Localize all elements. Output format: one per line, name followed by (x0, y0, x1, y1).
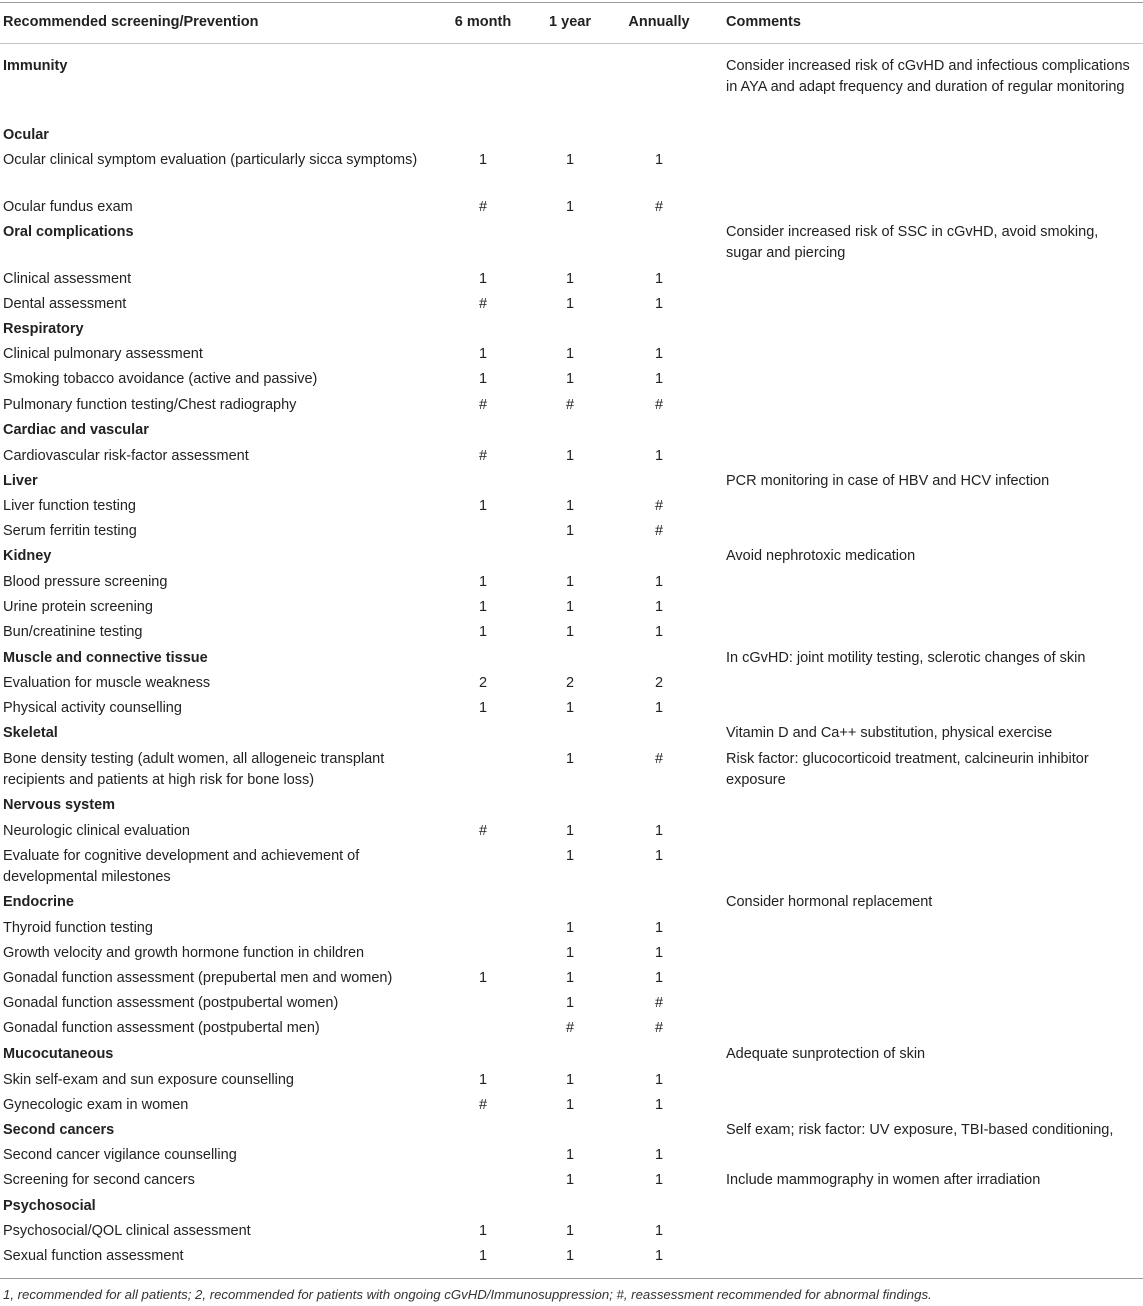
row-6-month-value: # (478, 823, 488, 839)
row-item-label: Blood pressure screening (3, 574, 168, 590)
row-6-month-value: 1 (478, 346, 488, 362)
header-1-year: 1 year (549, 14, 591, 30)
row-item-label: Evaluation for muscle weakness (3, 675, 211, 691)
row-annually-value: 1 (654, 970, 664, 986)
row-annually-value: 1 (654, 1172, 664, 1188)
row-comment: Vitamin D and Ca++ substitution, physical exercise (726, 725, 1053, 741)
row-1-year-value: 1 (565, 599, 575, 615)
row-6-month-value: 1 (478, 574, 488, 590)
row-6-month-value: 1 (478, 498, 488, 514)
category-heading: Ocular (3, 127, 49, 143)
row-comment: Consider increased risk of cGvHD and infectious complications in AYA and adapt frequency and duration of regular monitoring (726, 58, 1130, 95)
row-item-label: Clinical pulmonary assessment (3, 346, 203, 362)
category-heading: Cardiac and vascular (3, 422, 149, 438)
header-annually: Annually (628, 14, 690, 30)
row-annually-value: # (654, 751, 664, 767)
row-1-year-value: 1 (565, 700, 575, 716)
header-comments: Comments (726, 14, 801, 30)
row-item-label: Sexual function assessment (3, 1248, 184, 1264)
row-annually-value: 1 (654, 848, 664, 864)
row-comment: Self exam; risk factor: UV exposure, TBI-based conditioning, (726, 1122, 1114, 1138)
row-annually-value: 1 (654, 945, 664, 961)
row-1-year-value: 1 (565, 1172, 575, 1188)
row-annually-value: 1 (654, 624, 664, 640)
row-6-month-value: 1 (478, 970, 488, 986)
category-heading: Mucocutaneous (3, 1046, 114, 1062)
row-6-month-value: 1 (478, 152, 488, 168)
row-1-year-value: 1 (565, 448, 575, 464)
row-item-label: Ocular fundus exam (3, 199, 133, 215)
row-annually-value: 1 (654, 371, 664, 387)
row-1-year-value: 1 (565, 1248, 575, 1264)
row-6-month-value: # (478, 1097, 488, 1113)
row-1-year-value: 1 (565, 271, 575, 287)
row-1-year-value: 1 (565, 1072, 575, 1088)
row-item-label: Urine protein screening (3, 599, 153, 615)
row-annually-value: 1 (654, 296, 664, 312)
row-item-label: Ocular clinical symptom evaluation (particularly sicca symptoms) (3, 152, 418, 168)
row-1-year-value: # (565, 1020, 575, 1036)
row-item-label: Gynecologic exam in women (3, 1097, 189, 1113)
category-heading: Kidney (3, 548, 52, 564)
category-heading: Respiratory (3, 321, 84, 337)
row-item-label: Clinical assessment (3, 271, 132, 287)
row-1-year-value: 1 (565, 823, 575, 839)
row-annually-value: 1 (654, 599, 664, 615)
row-1-year-value: 1 (565, 346, 575, 362)
row-annually-value: # (654, 397, 664, 413)
category-heading: Skeletal (3, 725, 58, 741)
category-heading: Immunity (3, 58, 68, 74)
row-6-month-value: 1 (478, 1248, 488, 1264)
row-1-year-value: 1 (565, 523, 575, 539)
header-rule (0, 43, 1143, 44)
row-item-label: Neurologic clinical evaluation (3, 823, 190, 839)
row-comment: Risk factor: glucocorticoid treatment, calcineurin inhibitor exposure (726, 751, 1089, 788)
header-recommended-screening: Recommended screening/Prevention (3, 14, 259, 30)
row-annually-value: 1 (654, 1097, 664, 1113)
row-annually-value: # (654, 199, 664, 215)
row-annually-value: 1 (654, 1072, 664, 1088)
row-1-year-value: 1 (565, 1223, 575, 1239)
row-comment: Include mammography in women after irradiation (726, 1172, 1041, 1188)
row-annually-value: 1 (654, 152, 664, 168)
row-1-year-value: 1 (565, 1147, 575, 1163)
row-item-label: Bun/creatinine testing (3, 624, 143, 640)
table-bottom-rule (0, 1278, 1143, 1279)
category-heading: Psychosocial (3, 1198, 96, 1214)
row-1-year-value: 1 (565, 1097, 575, 1113)
row-item-label: Growth velocity and growth hormone function in children (3, 945, 365, 961)
row-annually-value: 2 (654, 675, 664, 691)
row-item-label: Screening for second cancers (3, 1172, 195, 1188)
row-6-month-value: 1 (478, 271, 488, 287)
header-6-month: 6 month (454, 14, 512, 30)
row-annually-value: # (654, 523, 664, 539)
row-item-label: Smoking tobacco avoidance (active and passive) (3, 371, 318, 387)
table-top-rule (0, 2, 1143, 3)
row-annually-value: 1 (654, 823, 664, 839)
row-1-year-value: 1 (565, 199, 575, 215)
row-annually-value: 1 (654, 1223, 664, 1239)
row-item-label: Psychosocial/QOL clinical assessment (3, 1223, 251, 1239)
row-1-year-value: 1 (565, 995, 575, 1011)
row-6-month-value: 1 (478, 1072, 488, 1088)
row-item-label: Physical activity counselling (3, 700, 182, 716)
row-annually-value: 1 (654, 574, 664, 590)
row-6-month-value: # (478, 397, 488, 413)
category-heading: Muscle and connective tissue (3, 650, 208, 666)
row-item-label: Pulmonary function testing/Chest radiography (3, 397, 297, 413)
category-heading: Liver (3, 473, 38, 489)
row-comment: Avoid nephrotoxic medication (726, 548, 916, 564)
row-1-year-value: 1 (565, 920, 575, 936)
row-1-year-value: 1 (565, 751, 575, 767)
row-item-label: Skin self-exam and sun exposure counselling (3, 1072, 294, 1088)
row-comment: Adequate sunprotection of skin (726, 1046, 926, 1062)
row-6-month-value: 1 (478, 624, 488, 640)
row-annually-value: 1 (654, 1147, 664, 1163)
row-annually-value: # (654, 1020, 664, 1036)
row-6-month-value: 1 (478, 371, 488, 387)
row-item-label: Evaluate for cognitive development and achievement of developmental milestones (3, 848, 360, 885)
row-1-year-value: 1 (565, 848, 575, 864)
category-heading: Second cancers (3, 1122, 115, 1138)
row-item-label: Thyroid function testing (3, 920, 153, 936)
row-annually-value: 1 (654, 1248, 664, 1264)
row-item-label: Bone density testing (adult women, all allogeneic transplant recipients and patients at high risk for bone loss) (3, 751, 385, 788)
row-item-label: Gonadal function assessment (postpubertal women) (3, 995, 339, 1011)
row-6-month-value: # (478, 448, 488, 464)
row-annually-value: # (654, 498, 664, 514)
row-1-year-value: 1 (565, 945, 575, 961)
row-annually-value: 1 (654, 448, 664, 464)
row-comment: Consider hormonal replacement (726, 894, 933, 910)
row-item-label: Gonadal function assessment (postpubertal men) (3, 1020, 320, 1036)
row-item-label: Second cancer vigilance counselling (3, 1147, 237, 1163)
row-annually-value: # (654, 995, 664, 1011)
row-1-year-value: 1 (565, 498, 575, 514)
category-heading: Endocrine (3, 894, 74, 910)
row-item-label: Serum ferritin testing (3, 523, 137, 539)
row-item-label: Gonadal function assessment (prepubertal men and women) (3, 970, 393, 986)
row-1-year-value: # (565, 397, 575, 413)
row-1-year-value: 1 (565, 574, 575, 590)
row-1-year-value: 1 (565, 296, 575, 312)
row-6-month-value: # (478, 296, 488, 312)
row-6-month-value: 1 (478, 1223, 488, 1239)
row-1-year-value: 1 (565, 624, 575, 640)
row-1-year-value: 2 (565, 675, 575, 691)
row-annually-value: 1 (654, 920, 664, 936)
row-6-month-value: 1 (478, 700, 488, 716)
row-annually-value: 1 (654, 700, 664, 716)
row-1-year-value: 1 (565, 371, 575, 387)
row-6-month-value: # (478, 199, 488, 215)
category-heading: Oral complications (3, 224, 134, 240)
row-comment: In cGvHD: joint motility testing, sclerotic changes of skin (726, 650, 1086, 666)
row-annually-value: 1 (654, 346, 664, 362)
row-item-label: Liver function testing (3, 498, 136, 514)
row-comment: PCR monitoring in case of HBV and HCV infection (726, 473, 1050, 489)
row-1-year-value: 1 (565, 152, 575, 168)
row-6-month-value: 1 (478, 599, 488, 615)
table-footnote: 1, recommended for all patients; 2, recommended for patients with ongoing cGvHD/Immunosuppression; #, reassessment recommended for abnormal findings. (3, 1287, 932, 1302)
row-comment: Consider increased risk of SSC in cGvHD, avoid smoking, sugar and piercing (726, 224, 1099, 261)
category-heading: Nervous system (3, 797, 116, 813)
row-item-label: Cardiovascular risk-factor assessment (3, 448, 249, 464)
row-item-label: Dental assessment (3, 296, 127, 312)
row-1-year-value: 1 (565, 970, 575, 986)
row-6-month-value: 2 (478, 675, 488, 691)
row-annually-value: 1 (654, 271, 664, 287)
